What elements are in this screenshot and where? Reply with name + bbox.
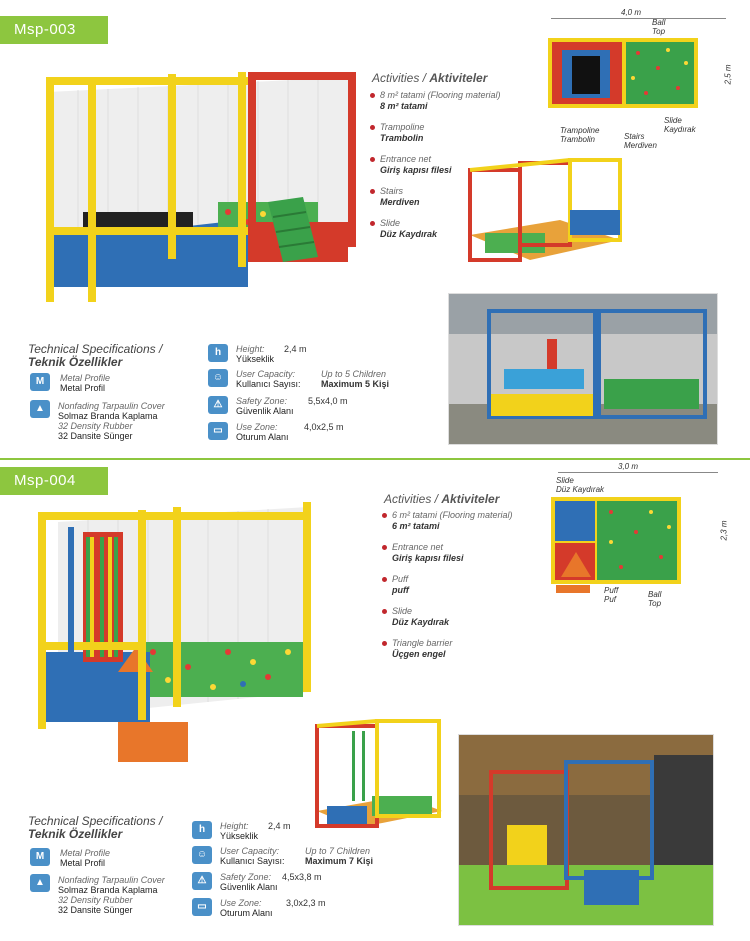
section-divider <box>0 458 750 460</box>
plan-label-ball: Ball Top <box>652 18 666 36</box>
floor-plan-msp-004 <box>548 462 746 612</box>
spec-title: Technical Specifications / Teknik Özellikler <box>28 342 163 369</box>
activity-item: Entrance net Giriş kapısı filesi <box>370 154 550 176</box>
material-tarpaulin: Nonfading Tarpaulin Cover Solmaz Branda Kaplama 32 Density Rubber 32 Dansite Sünger <box>58 401 165 441</box>
plan-label-stairs: Stairs Merdiven <box>624 132 657 150</box>
product-code-tag: Msp-004 <box>0 467 108 495</box>
plan-label-puff: Puff Puf <box>604 586 619 604</box>
activities-title: Activities / Aktiviteler <box>384 492 500 506</box>
activity-item: Triangle barrier Üçgen engel <box>382 638 552 660</box>
photo-msp-003 <box>448 293 718 445</box>
activity-item: Puff puff <box>382 574 552 596</box>
playground-render-msp-004 <box>28 502 318 767</box>
spec-capacity: User Capacity: Kullanıcı Sayısı: Up to 5 Children Maximum 5 Kişi <box>236 369 390 389</box>
activities-title: Activities / Aktiviteler <box>372 71 488 85</box>
plan-label-slide: Slide Kaydırak <box>664 116 696 134</box>
plan-label-trampoline: Trampoline Trambolin <box>560 126 600 144</box>
height-icon: h <box>208 344 228 362</box>
activity-item: Entrance net Giriş kapısı filesi <box>382 542 552 564</box>
spec-title: Technical Specifications / Teknik Özellikler <box>28 814 163 841</box>
spec-safety-zone: Safety Zone: Güvenlik Alanı 5,5x4,0 m <box>236 396 348 416</box>
product-code-tag: Msp-003 <box>0 16 108 44</box>
use-zone-icon: ▭ <box>192 898 212 916</box>
height-icon: h <box>192 821 212 839</box>
spec-use-zone: Use Zone: Oturum Alanı 4,0x2,5 m <box>236 422 344 442</box>
safety-zone-icon: ⚠ <box>192 872 212 890</box>
plan-height-label: 2,5 m <box>723 64 733 85</box>
plan-label-slide: Slide Düz Kaydırak <box>556 476 605 494</box>
activity-item: Slide Düz Kaydırak <box>382 606 552 628</box>
activities-list <box>382 510 552 670</box>
spec-height: Height: Yükseklik 2,4 m <box>220 821 291 841</box>
material-tarpaulin: Nonfading Tarpaulin Cover Solmaz Branda Kaplama 32 Density Rubber 32 Dansite Sünger <box>58 875 165 915</box>
floor-plan-msp-003 <box>546 8 746 158</box>
user-capacity-icon: ☺ <box>192 846 212 864</box>
material-metal: Metal Profile Metal Profil <box>60 373 111 393</box>
spec-height: Height: Yükseklik 2,4 m <box>236 344 307 364</box>
material-metal: Metal Profile Metal Profil <box>60 848 111 868</box>
tarpaulin-icon: ▲ <box>30 400 50 418</box>
plan-width-label: 3,0 m <box>618 462 639 471</box>
spec-use-zone: Use Zone: Oturum Alanı 3,0x2,3 m <box>220 898 326 918</box>
iso-render-msp-003 <box>460 155 625 280</box>
user-capacity-icon: ☺ <box>208 369 228 387</box>
playground-render-msp-003 <box>28 72 363 317</box>
activity-item: 6 m² tatami (Flooring material) 6 m² tatami <box>382 510 552 532</box>
plan-width-label: 4,0 m <box>621 8 642 17</box>
spec-safety-zone: Safety Zone: Güvenlik Alanı 4,5x3,8 m <box>220 872 322 892</box>
metal-profile-icon: M <box>30 848 50 866</box>
activity-item: Slide Düz Kaydırak <box>370 218 550 240</box>
metal-profile-icon: M <box>30 373 50 391</box>
tarpaulin-icon: ▲ <box>30 874 50 892</box>
safety-zone-icon: ⚠ <box>208 396 228 414</box>
spec-capacity: User Capacity: Kullanıcı Sayısı: Up to 7 Children Maximum 7 Kişi <box>220 846 374 866</box>
photo-msp-004 <box>458 734 714 926</box>
plan-label-ball: Ball Top <box>648 590 662 608</box>
plan-height-label: 2,3 m <box>719 520 729 541</box>
activity-item: 8 m² tatami (Flooring material) 8 m² tatami <box>370 90 550 112</box>
activity-item: Trampoline Trambolin <box>370 122 550 144</box>
use-zone-icon: ▭ <box>208 422 228 440</box>
activity-item: Stairs Merdiven <box>370 186 550 208</box>
